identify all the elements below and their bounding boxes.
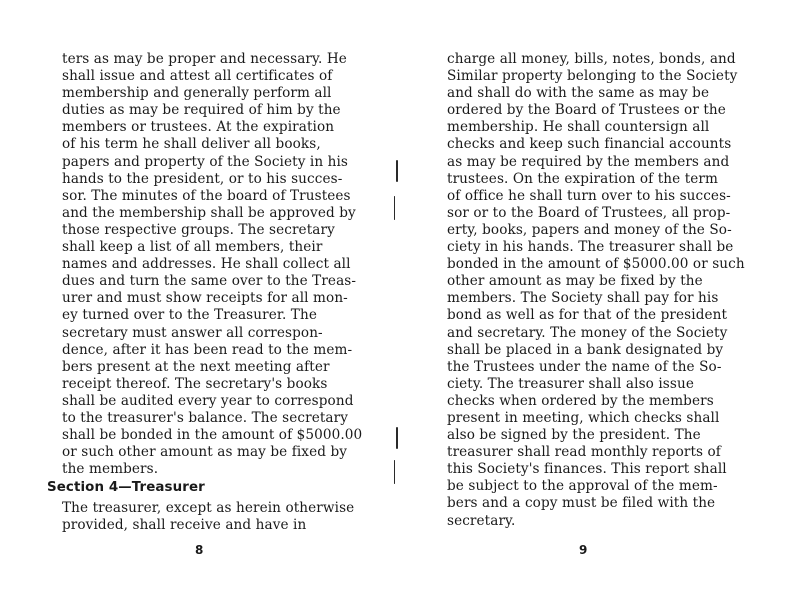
text-line: the members. (62, 461, 159, 478)
text-line: and secretary. The money of the Society (447, 324, 728, 341)
text-line: duties as may be required of him by the (62, 102, 341, 119)
text-line: ciety in his hands. The treasurer shall be (447, 239, 734, 256)
text-line: of his term he shall deliver all books, (62, 136, 321, 153)
text-line: dues and turn the same over to the Treas- (62, 273, 357, 290)
text-line: names and addresses. He shall collect all (62, 256, 351, 273)
text-line: also be signed by the president. The (447, 427, 701, 444)
text-line: Similar property belonging to the Society (447, 68, 738, 85)
text-line: to the treasurer's balance. The secretary (62, 409, 348, 426)
text-line: be subject to the approval of the mem- (447, 478, 718, 495)
text-line: of office he shall turn over to his succes- (447, 187, 731, 204)
text-line: or such other amount as may be fixed by (62, 444, 348, 461)
text-line: papers and property of the Society in his (62, 153, 349, 170)
text-line: trustees. On the expiration of the term (447, 170, 719, 187)
text-line: bonded in the amount of $5000.00 or such (447, 256, 745, 273)
text-line: those respective groups. The secretary (62, 221, 335, 238)
text-line: membership and generally perform all (62, 85, 332, 102)
text-line: and shall do with the same as may be (447, 85, 710, 102)
text-line: other amount as may be fixed by the (447, 273, 703, 290)
page-number-left: 8 (195, 543, 204, 557)
text-line: and the membership shall be approved by (62, 204, 356, 221)
text-line: treasurer shall read monthly reports of (447, 444, 721, 461)
text-line: urer and must show receipts for all mon- (62, 290, 348, 307)
text-line: checks when ordered by the members (447, 392, 714, 409)
right-page (396, 0, 792, 612)
text-line: present in meeting, which checks shall (447, 409, 720, 426)
section-heading: Section 4—Treasurer (47, 480, 205, 495)
text-line: this Society's finances. This report shall (447, 461, 727, 478)
text-line: as may be required by the members and (447, 153, 730, 170)
text-line: secretary must answer all correspon- (62, 324, 323, 341)
text-line: sor. The minutes of the board of Trustees (62, 187, 351, 204)
text-line: The treasurer, except as herein otherwise (62, 500, 355, 516)
text-line: ey turned over to the Treasurer. The (62, 307, 317, 324)
text-line: the Trustees under the name of the So- (447, 358, 722, 375)
text-line: receipt thereof. The secretary's books (62, 375, 328, 392)
text-line: erty, books, papers and money of the So- (447, 221, 732, 238)
text-line: shall issue and attest all certificates of (62, 68, 333, 85)
text-line: ters as may be proper and necessary. He (62, 51, 347, 67)
text-line: shall be bonded in the amount of $5000.00 (62, 427, 363, 444)
text-line: provided, shall receive and have in (62, 517, 307, 534)
text-line: members. The Society shall pay for his (447, 290, 719, 307)
text-line: shall be audited every year to correspond (62, 392, 354, 409)
text-line: sor or to the Board of Trustees, all prop- (447, 204, 731, 221)
text-line: charge all money, bills, notes, bonds, and (447, 51, 736, 67)
text-line: checks and keep such financial accounts (447, 136, 732, 153)
text-line: shall keep a list of all members, their (62, 239, 323, 256)
text-line: ciety. The treasurer shall also issue (447, 375, 694, 392)
text-line: bers and a copy must be filed with the (447, 495, 716, 512)
text-line: dence, after it has been read to the mem- (62, 341, 353, 358)
text-line: members or trustees. At the expiration (62, 119, 335, 136)
text-line: ordered by the Board of Trustees or the (447, 102, 726, 119)
text-line: bers present at the next meeting after (62, 358, 330, 375)
left-page-body (62, 51, 362, 478)
text-line: hands to the president, or to his succes- (62, 170, 343, 187)
text-line: membership. He shall countersign all (447, 119, 710, 136)
text-line: shall be placed in a bank designated by (447, 341, 724, 358)
text-line: bond as well as for that of the president (447, 307, 728, 324)
gutter-mark (394, 460, 395, 484)
right-page-body (447, 51, 745, 530)
text-line: secretary. (447, 512, 516, 529)
page-number-right: 9 (579, 543, 588, 557)
gutter-mark (394, 196, 395, 220)
left-page-section-body (62, 500, 354, 534)
